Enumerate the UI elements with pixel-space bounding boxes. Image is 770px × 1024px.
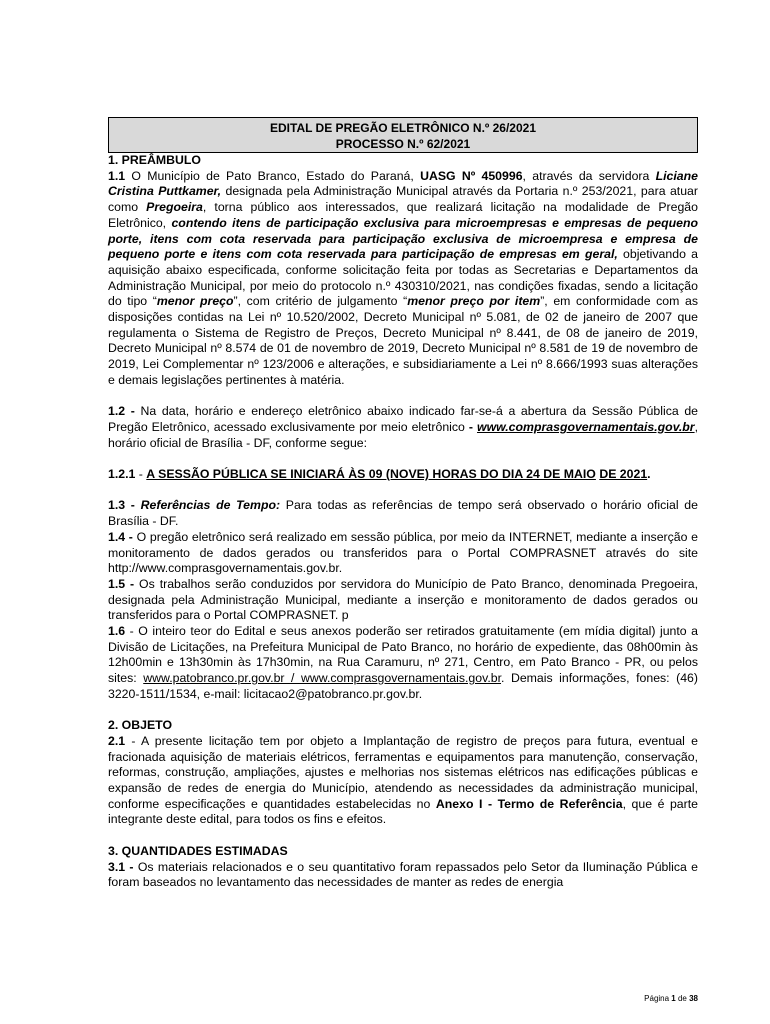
official-name: Liciane Cristina Puttkamer,	[108, 168, 698, 199]
clause-number: 1.2 -	[108, 404, 135, 419]
clause-number: 1.4 -	[108, 529, 133, 544]
paragraph-2-1: 2.1 - A presente licitação tem por objeto a Implantação de registro de preços para futura, eventual e fracionada aquisição de materiais elétricos, ferramentas e equipamentos para manutenção, conservação, reformas, construção, ampliações, ajustes e melhorias nos sistemas elétricos nas edificações públicas e expansão de redes de energia do Município, atendendo as necessidades da administração municipal, conforme especificações e quantidades estabelecidas no Anexo I - Termo de Referência, que é parte integrante deste edital, para todos os fins e efeitos.	[108, 733, 698, 827]
paragraph-1-2-1: 1.2.1 - A SESSÃO PÚBLICA SE INICIARÁ ÀS 09 (NOVE) HORAS DO DIA 24 DE MAIO DE 2021.	[108, 467, 651, 482]
paragraph-1-4: 1.4 - O pregão eletrônico será realizado em sessão pública, por meio da INTERNET, mediante a inserção e monitoramento de dados gerados ou transferidos para o Portal COMPRASNET através do site http://www.comprasgovernamentais.gov.br.	[108, 529, 698, 576]
clause-number: 1.6	[108, 624, 126, 639]
bid-type: menor preço	[156, 294, 234, 309]
edital-title: EDITAL DE PREGÃO ELETRÔNICO N.º 26/2021	[270, 121, 536, 135]
section-1-title: 1. PREÂMBULO	[108, 153, 201, 167]
time-reference-label: Referências de Tempo:	[140, 498, 281, 513]
comprasnet-link[interactable]: www.comprasgovernamentais.gov.br	[477, 419, 695, 434]
paragraph-1-1: 1.1 O Município de Pato Branco, Estado do Paraná, UASG Nº 450996, através da servidora Liciane Cristina Puttkamer, designada pela Administração Municipal através da Portaria n.º 253/2021, para atuar como Pregoeira, torna público aos interessados, que realizará licitação na modalidade de Pregão Eletrônico, contendo itens de participação exclusiva para microempresas e empresas de pequeno porte, itens com cota reservada para participação exclusiva de microempresa e empresa de pequeno porte e itens com cota reservada para participação de empresas em geral, objetivando a aquisição abaixo especificada, conforme solicitação feita por todas as Secretarias e Departamentos da Administração Municipal, por meio do protocolo n.º 430310/2021, nas condições fixadas, sendo a licitação do tipo “menor preço”, com critério de julgamento “menor preço por item”, em conformidade com as disposições contidas na Lei nº 10.520/2002, Decreto Municipal nº 5.081, de 02 de janeiro de 2007 que regulamenta o Sistema de Registro de Preços, Decreto Municipal nº 8.441, de 08 de janeiro de 2019, Decreto Municipal nº 8.574 de 01 de novembro de 2019, Decreto Municipal nº 8.581 de 19 de novembro de 2019, Lei Complementar nº 123/2006 e alterações, e subsidiariamente a Lei nº 8.666/1993 suas alterações e demais legislações pertinentes à matéria.	[108, 168, 699, 387]
exclusive-participation: contendo itens de participação exclusiva para microempresas e empresas de pequeno porte, itens com cota reservada para participação exclusiva de microempresa e empresa de pequeno porte e itens com cota reservada para participação de empresas em geral,	[108, 215, 699, 262]
paragraph-1-5: 1.5 - Os trabalhos serão conduzidos por servidora do Município de Pato Branco, denominada Pregoeira, designada pela Administração Municipal, mediante a inserção e monitoramento de dados gerados ou transferidos para o Portal COMPRASNET. p	[108, 576, 698, 623]
clause-number: 1.2.1	[108, 467, 136, 482]
page-number: Página 1 de 38	[644, 994, 698, 1003]
section-2-title: 2. OBJETO	[108, 718, 173, 733]
paragraph-3-1: 3.1 - Os materiais relacionados e o seu quantitativo foram repassados pelo Setor da Iluminação Pública e foram baseados no levantamento das necessidades de manter as redes de energia	[108, 859, 698, 890]
clause-number: 1.3 -	[108, 498, 135, 513]
annex-reference: Anexo I - Termo de Referência	[435, 796, 623, 811]
process-title: PROCESSO N.º 62/2021	[335, 137, 471, 151]
document-body	[108, 153, 698, 891]
patobranco-link[interactable]: www.patobranco.pr.gov.br	[143, 671, 285, 686]
clause-number: 2.1	[108, 733, 126, 748]
uasg-code: UASG Nº 450996	[420, 168, 523, 183]
official-role: Pregoeira	[146, 200, 203, 215]
bid-criterion: menor preço por item	[407, 294, 541, 309]
clause-number: 1.5 -	[108, 576, 135, 591]
title-box	[108, 117, 698, 153]
clause-number: 1.1	[108, 168, 126, 183]
paragraph-1-6: 1.6 - O inteiro teor do Edital e seus anexos poderão ser retirados gratuitamente (em mídia digital) junto a Divisão de Licitações, na Prefeitura Municipal de Pato Branco, no horário de expediente, das 08h00min às 12h00min e 13h30min às 17h30min, na Rua Caramuru, nº 271, Centro, em Pato Branco - PR, ou pelos sites: www.patobranco.pr.gov.br / www.comprasgovernamentais.gov.br. Demais informações, fones: (46) 3220-1511/1534, e-mail: licitacao2@patobranco.pr.gov.br.	[108, 624, 698, 701]
clause-number: 3.1 -	[108, 859, 134, 874]
session-date: A SESSÃO PÚBLICA SE INICIARÁ ÀS 09 (NOVE) HORAS DO DIA 24 DE MAIO	[146, 467, 596, 482]
section-3-title: 3. QUANTIDADES ESTIMADAS	[108, 843, 288, 858]
session-year: DE 2021	[599, 467, 648, 482]
paragraph-1-2: 1.2 - Na data, horário e endereço eletrônico abaixo indicado far-se-á a abertura da Sessão Pública de Pregão Eletrônico, acessado exclusivamente por meio eletrônico - www.comprasgovernamentais.gov.br, horário oficial de Brasília - DF, conforme segue:	[108, 404, 699, 450]
paragraph-1-3: 1.3 - Referências de Tempo: Para todas as referências de tempo será observado o horário oficial de Brasília - DF.	[108, 498, 698, 529]
comprasgov-link[interactable]: www.comprasgovernamentais.gov.br	[300, 671, 502, 686]
